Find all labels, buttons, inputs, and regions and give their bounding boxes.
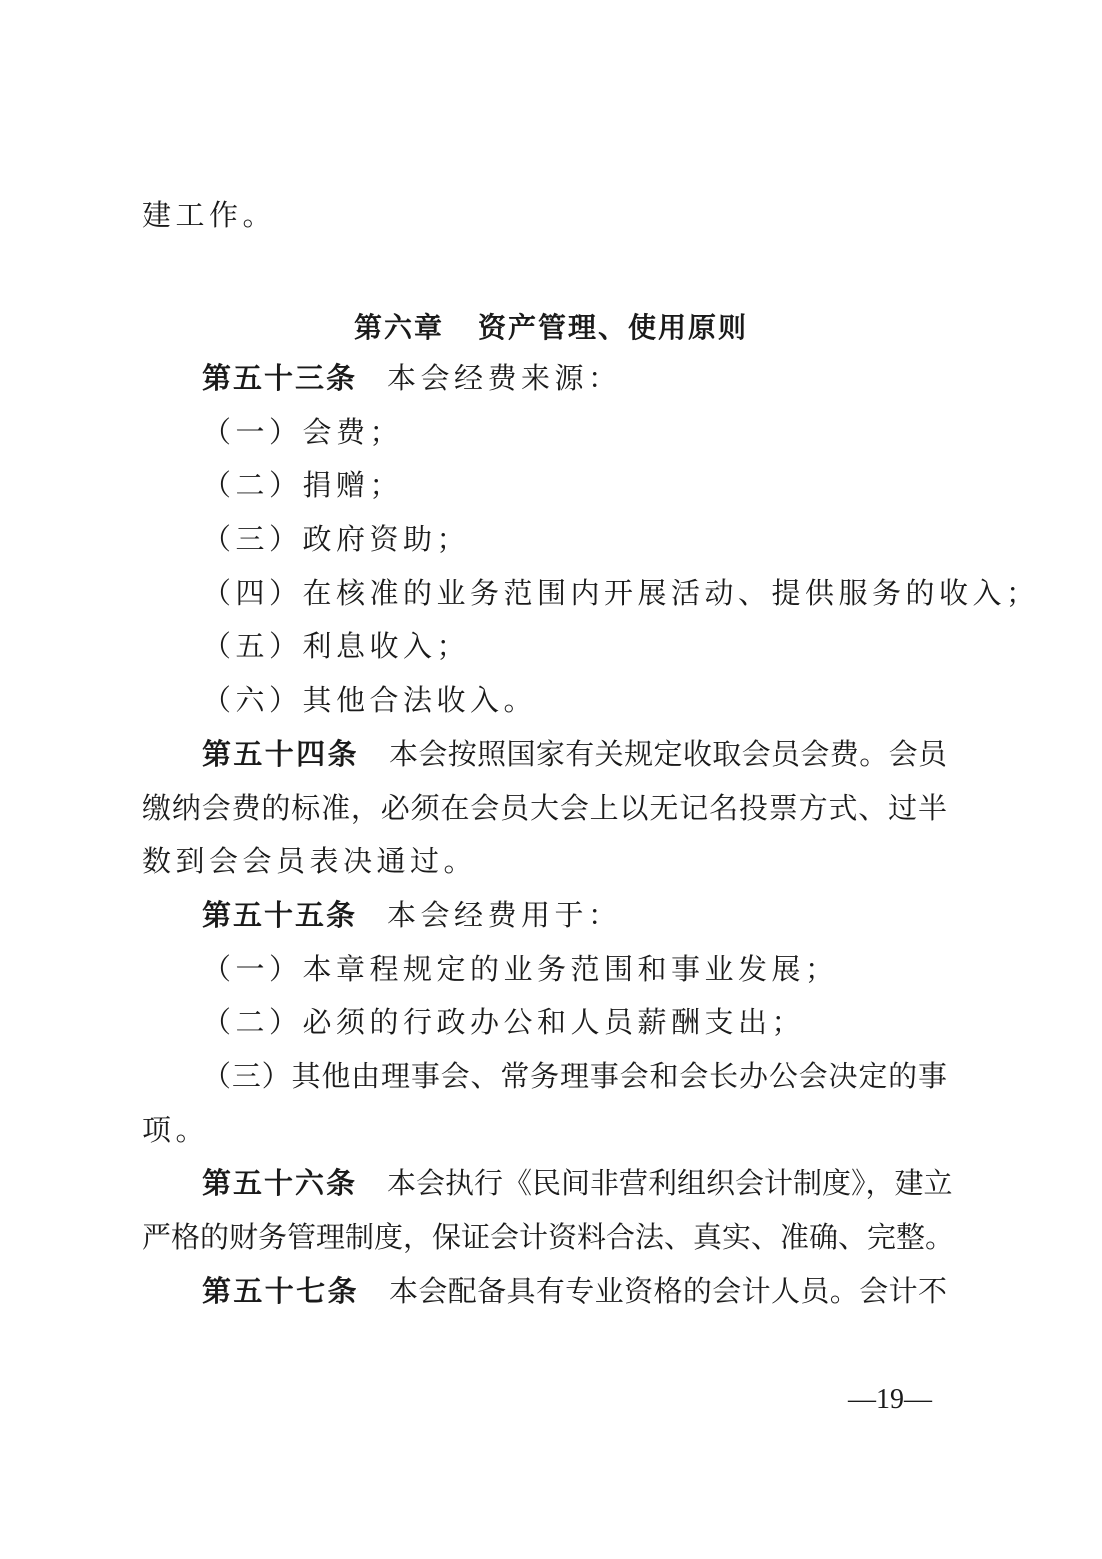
article-text: 本会执行《民间非营利组织会计制度》，建立 — [387, 1166, 953, 1200]
list-item: （二）捐赠； — [202, 468, 404, 502]
article-text: 本会经费用于： — [387, 898, 622, 932]
article-54-line-1 — [202, 734, 947, 774]
article-55-heading — [202, 895, 1007, 935]
list-item: （一）会费； — [202, 415, 404, 449]
article-56-line-2: 严格的财务管理制度，保证会计资料合法、真实、准确、完整。 — [142, 1220, 955, 1254]
article-label: 第五十五条 — [202, 898, 358, 932]
article-53-heading — [202, 358, 1007, 398]
list-item: （一）本章程规定的业务范围和事业发展； — [202, 952, 839, 986]
article-label: 第五十四条 — [202, 737, 359, 771]
article-57-line-1 — [202, 1271, 947, 1311]
chapter-number: 第六章 — [353, 311, 444, 344]
article-54-line-2: 缴纳会费的标准，必须在会员大会上以无记名投票方式、过半 — [142, 791, 947, 825]
list-item: （二）必须的行政办公和人员薪酬支出； — [202, 1005, 806, 1039]
list-item: （五）利息收入； — [202, 629, 471, 663]
article-label: 第五十三条 — [202, 361, 358, 395]
page-number: —19— — [848, 1384, 932, 1415]
list-item-continuation: 项。 — [142, 1113, 210, 1147]
continued-text: 建工作。 — [142, 198, 277, 232]
article-text: 本会经费来源： — [387, 361, 622, 395]
article-label: 第五十七条 — [202, 1274, 359, 1308]
list-item: （三）政府资助； — [202, 522, 471, 556]
article-text: 本会按照国家有关规定收取会员会费。会员 — [388, 737, 947, 771]
article-label: 第五十六条 — [202, 1166, 358, 1200]
article-text: 本会配备具有专业资格的会计人员。会计不 — [388, 1274, 947, 1308]
article-56-line-1 — [202, 1163, 953, 1203]
list-item: （四）在核准的业务范围内开展活动、提供服务的收入； — [202, 576, 1040, 610]
article-54-line-3: 数到会会员表决通过。 — [142, 844, 478, 878]
chapter-heading — [0, 308, 1102, 348]
list-item: （三）其他由理事会、常务理事会和会长办公会决定的事 — [202, 1059, 947, 1093]
chapter-title: 资产管理、使用原则 — [478, 311, 749, 344]
list-item: （六）其他合法收入。 — [202, 683, 538, 717]
